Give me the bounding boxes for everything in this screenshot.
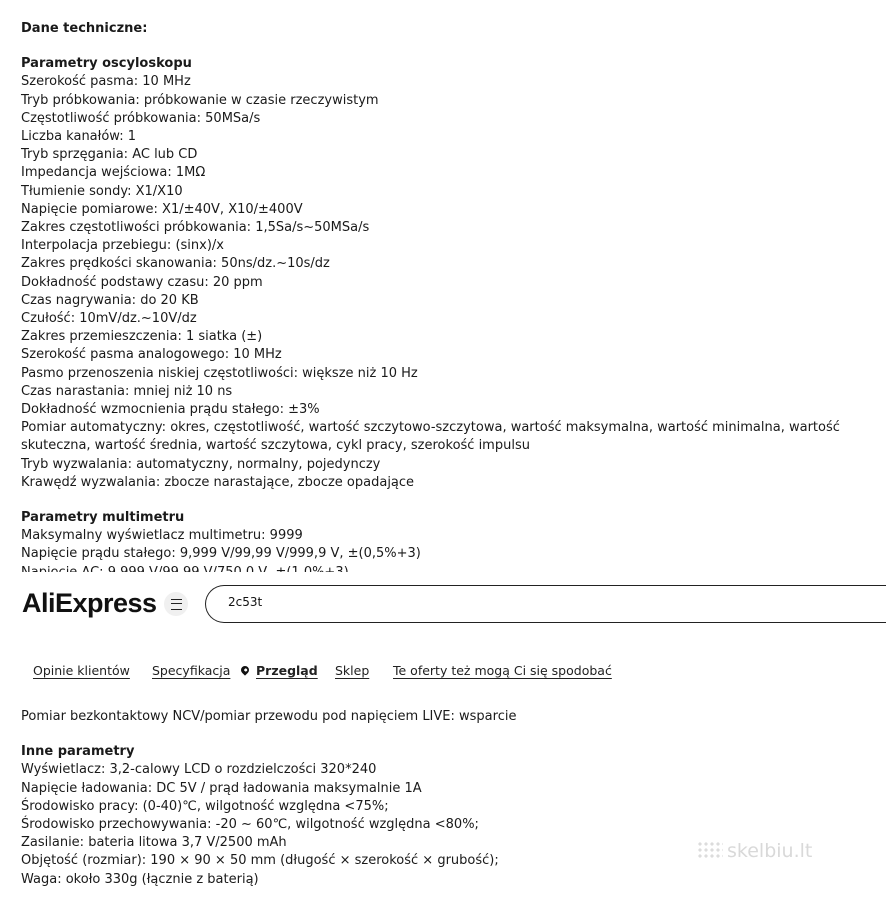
watermark (697, 840, 812, 862)
spec-line: Szerokość pasma: 10 MHz (21, 74, 191, 90)
spec-line: Zakres częstotliwości próbkowania: 1,5Sa/s~50MSa/s (21, 220, 370, 236)
spec-line: Tryb próbkowania: próbkowanie w czasie rzeczywistym (21, 92, 379, 108)
multimeter-params-title: Parametry multimetru (21, 510, 185, 526)
technical-data-heading: Dane techniczne: (21, 21, 148, 36)
trigger-mode-line: Tryb wyzwalania: automatyczny, normalny, pojedynczy (21, 456, 381, 472)
tab-specification[interactable]: Specyfikacja (152, 663, 231, 678)
search-box[interactable] (205, 585, 886, 623)
spec-line: Maksymalny wyświetlacz multimetru: 9999 (21, 528, 303, 544)
tab-overview[interactable]: Przegląd (256, 663, 318, 678)
spec-line: Objętość (rozmiar): 190 × 90 × 50 mm (długość × szerokość × grubość); (21, 853, 499, 869)
search-input[interactable] (226, 594, 730, 610)
spec-line: Szerokość pasma analogowego: 10 MHz (21, 347, 282, 363)
tab-store[interactable]: Sklep (335, 663, 370, 678)
spec-line: Napięcie prądu stałego: 9,999 V/99,99 V/999,9 V, ±(0,5%+3) (21, 546, 421, 562)
spec-line: Zakres przemieszczenia: 1 siatka (±) (21, 329, 263, 345)
spec-line: Zasilanie: bateria litowa 3,7 V/2500 mAh (21, 835, 287, 851)
spec-line: Częstotliwość próbkowania: 50MSa/s (21, 110, 261, 126)
oscilloscope-params-title: Parametry oscyloskopu (21, 56, 192, 72)
ncv-line: Pomiar bezkontaktowy NCV/pomiar przewodu pod napięciem LIVE: wsparcie (21, 709, 517, 724)
spec-line: Napięcie pomiarowe: X1/±40V, X10/±400V (21, 201, 303, 217)
spec-line: Liczba kanałów: 1 (21, 129, 137, 145)
spec-line: Interpolacja przebiegu: (sinx)/x (21, 238, 224, 254)
spec-line: Wyświetlacz: 3,2-calowy LCD o rozdzielczości 320*240 (21, 762, 377, 778)
spec-line: Pasmo przenoszenia niskiej częstotliwości: większe niż 10 Hz (21, 365, 418, 381)
hamburger-icon (171, 599, 182, 610)
spec-line: Dokładność wzmocnienia prądu stałego: ±3% (21, 402, 320, 418)
spec-line: Napięcie ładowania: DC 5V / prąd ładowania maksymalnie 1A (21, 780, 422, 796)
tab-reviews[interactable]: Opinie klientów (33, 663, 130, 678)
watermark-dots-icon (697, 841, 723, 859)
spec-line: Środowisko przechowywania: -20 ~ 60℃, wilgotność względna <80%; (21, 817, 479, 833)
product-nav-tabs (0, 656, 871, 686)
menu-button[interactable] (164, 592, 188, 616)
spec-line: Zakres prędkości skanowania: 50ns/dz.~10s/dz (21, 256, 330, 272)
technical-data-document (21, 20, 841, 582)
spec-line: Środowisko pracy: (0-40)℃, wilgotność względna <75%; (21, 798, 389, 814)
spec-line: Impedancja wejściowa: 1MΩ (21, 165, 206, 181)
other-params-title: Inne parametry (21, 744, 135, 760)
tab-recommendations[interactable]: Te oferty też mogą Ci się spodobać (393, 663, 612, 678)
spec-line: Czułość: 10mV/dz.~10V/dz (21, 311, 197, 327)
watermark-text: skelbiu.lt (727, 840, 813, 862)
automatic-measurement-line: Pomiar automatyczny: okres, częstotliwość, wartość szczytowo-szczytowa, wartość maksymalna, wartość minimalna, wartość skuteczna, wartość średnia, wartość szczytowa, cykl pracy, szerokość impulsu (21, 420, 840, 454)
aliexpress-logo[interactable]: AliExpress (22, 588, 157, 618)
site-header (0, 572, 871, 634)
spec-line: Dokładność podstawy czasu: 20 ppm (21, 274, 263, 290)
spec-line: Tryb sprzęgania: AC lub CD (21, 147, 198, 163)
trigger-edge-line: Krawędź wyzwalania: zbocze narastające, zbocze opadające (21, 474, 415, 490)
spec-line: Tłumienie sondy: X1/X10 (21, 183, 183, 199)
spec-line: Czas nagrywania: do 20 KB (21, 292, 199, 308)
location-pin-icon (239, 664, 250, 675)
spec-line: Waga: około 330g (łącznie z baterią) (21, 871, 259, 887)
spec-line: Czas narastania: mniej niż 10 ns (21, 383, 233, 399)
